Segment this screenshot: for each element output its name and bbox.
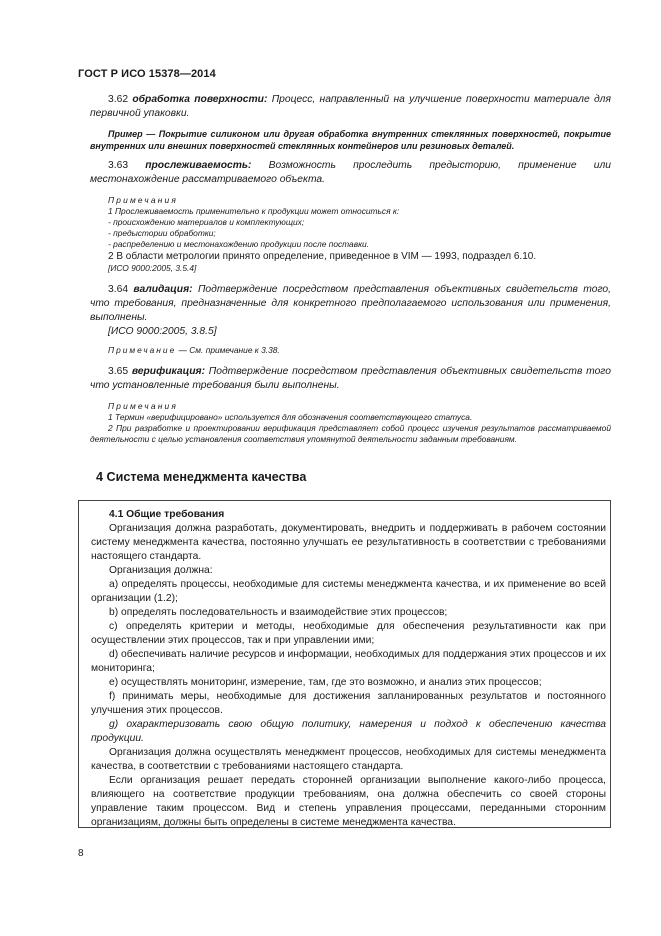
paragraph: Организация должна осуществлять менеджмент процессов, необходимых для системы менеджмента качества, в соответствии с требованиями настоящего стандарта.: [91, 747, 606, 772]
section-title: 4 Система менеджмента качества: [96, 470, 307, 484]
list-item: e) осуществлять мониторинг, измерение, там, где это возможно, и анализ этих процессов;: [109, 677, 542, 688]
note-item: 1 Термин «верифицировано» используется для обозначения соответствующего статуса.: [108, 412, 473, 422]
list-item: g) охарактеризовать свою общую политику, намерения и подход к обеспечению качества продукции.: [91, 719, 606, 744]
note-bullet: - распределению и местонахождению продукции после поставки.: [108, 239, 370, 249]
note-3-64: Примечание — См. примечание к 3.38.: [108, 345, 280, 355]
reference: [ИСО 9000:2005, 3.5.4]: [108, 263, 197, 273]
list-item: a) определять процессы, необходимые для системы менеджмента качества, и их применение во всей организации (1.2);: [91, 579, 606, 604]
definitions-section: [90, 93, 611, 445]
note-item: 1 Прослеживаемость применительно к продукции может относиться к:: [108, 206, 400, 216]
list-item: b) определять последовательность и взаимодействие этих процессов;: [109, 607, 448, 618]
document-header: ГОСТ Р ИСО 15378—2014: [78, 68, 216, 80]
paragraph: Организация должна разработать, документировать, внедрить и поддерживать в рабочем состоянии систему менеджмента качества, постоянно улучшать ее результативность в соответствии с требованиями настоящего стандарта.: [91, 523, 606, 562]
list-item: c) определять критерии и методы, необходимые для обеспечения результативности как при осуществлении этих процессов, так и при управлении ими;: [91, 621, 606, 646]
subsection-title: 4.1 Общие требования: [109, 509, 225, 520]
notes-heading: Примечания: [108, 401, 179, 411]
note-item: 2 При разработке и проектировании верификация представляет собой процесс изучения результатов рассматриваемой деятельности с целью установления соответствия упомянутой деятельности заданным требованиям.: [90, 423, 611, 444]
notes-heading: Примечания: [108, 195, 179, 205]
term-3-64: 3.64 валидация: Подтверждение посредством представления объективных свидетельств того, что требования, предназначенные для конкретного предполагаемого использования или применения, выполнены.: [90, 284, 611, 323]
term-3-63: 3.63 прослеживаемость: Возможность проследить предысторию, применение или местонахождение рассматриваемого объекта.: [90, 160, 611, 185]
example-3-62: Пример — Покрытие силиконом или другая обработка внутренних стеклянных поверхностей, покрытие внутренних или внешних поверхностей стеклянных контейнеров или резиновых деталей.: [90, 129, 611, 151]
list-item: d) обеспечивать наличие ресурсов и информации, необходимых для поддержания этих процессов и их мониторинга;: [91, 649, 606, 674]
term-3-62: 3.62 обработка поверхности: Процесс, направленный на улучшение поверхности материале для первичной упаковки.: [90, 94, 611, 119]
list-item: f) принимать меры, необходимые для достижения запланированных результатов и постоянного улучшения этих процессов.: [91, 691, 606, 716]
note-item: 2 В области метрологии принято определение, приведенное в VIM — 1993, подраздел 6.10.: [108, 251, 537, 262]
page-number: 8: [78, 848, 84, 859]
note-bullet: - происхождению материалов и комплектующих;: [108, 217, 305, 227]
paragraph: Организация должна:: [109, 565, 213, 576]
term-3-65: 3.65 верификация: Подтверждение посредством представления объективных свидетельств того что установленные требования были выполнены.: [90, 366, 611, 391]
paragraph: Если организация решает передать сторонней организации выполнение какого-либо процесса, влияющего на соответствие продукции требованиям, она должна обеспечить со своей стороны управление таким процессом. Вид и степень управления процессами, переданными сторонним организациям, должны быть определены в системе менеджмента качества.: [91, 775, 606, 828]
reference: [ИСО 9000:2005, 3.8.5]: [108, 326, 217, 337]
requirements-content: [91, 508, 606, 830]
note-bullet: - предыстории обработки;: [108, 228, 216, 238]
requirements-box: [78, 500, 611, 828]
